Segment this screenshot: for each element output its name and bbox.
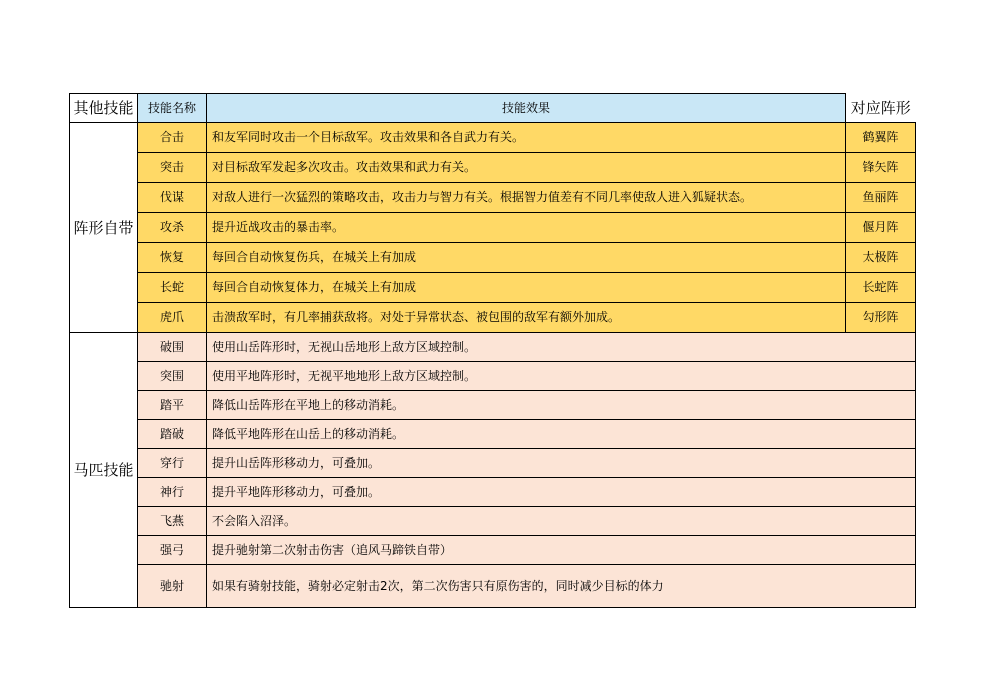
skill-formation: 太极阵 bbox=[846, 243, 916, 273]
table-row bbox=[70, 420, 916, 449]
skill-formation: 勾形阵 bbox=[846, 303, 916, 333]
skill-effect: 对目标敌军发起多次攻击。攻击效果和武力有关。 bbox=[207, 153, 846, 183]
header-row bbox=[70, 94, 916, 123]
skill-name: 强弓 bbox=[138, 536, 207, 565]
skill-formation: 鱼丽阵 bbox=[846, 183, 916, 213]
skill-name: 穿行 bbox=[138, 449, 207, 478]
skill-formation: 锋矢阵 bbox=[846, 153, 916, 183]
skill-name: 合击 bbox=[138, 123, 207, 153]
skill-name: 突击 bbox=[138, 153, 207, 183]
table-row bbox=[70, 303, 916, 333]
table-row bbox=[70, 449, 916, 478]
column-header-formation: 对应阵形 bbox=[850, 98, 911, 117]
skill-name: 神行 bbox=[138, 478, 207, 507]
group-label-horse-skills: 马匹技能 bbox=[70, 333, 138, 608]
skill-name: 突围 bbox=[138, 362, 207, 391]
skill-effect: 提升驰射第二次射击伤害（追风马蹄铁自带） bbox=[207, 536, 916, 565]
skill-effect: 不会陷入沼泽。 bbox=[207, 507, 916, 536]
skill-name: 虎爪 bbox=[138, 303, 207, 333]
table-row bbox=[70, 565, 916, 608]
table-row bbox=[70, 362, 916, 391]
skill-name: 伐谋 bbox=[138, 183, 207, 213]
skill-formation: 偃月阵 bbox=[846, 213, 916, 243]
group-label-formation-builtin: 阵形自带 bbox=[70, 123, 138, 333]
skill-effect: 对敌人进行一次猛烈的策略攻击，攻击力与智力有关。根据智力值差有不同几率使敌人进入狐疑状态。 bbox=[207, 183, 846, 213]
skills-table bbox=[69, 93, 916, 608]
skill-effect: 提升近战攻击的暴击率。 bbox=[207, 213, 846, 243]
skill-effect: 每回合自动恢复伤兵，在城关上有加成 bbox=[207, 243, 846, 273]
skills-table-sheet bbox=[69, 93, 916, 608]
column-header-skill-name: 技能名称 bbox=[138, 94, 207, 123]
skill-effect: 使用平地阵形时，无视平地地形上敌方区域控制。 bbox=[207, 362, 916, 391]
table-row bbox=[70, 123, 916, 153]
skill-effect: 降低山岳阵形在平地上的移动消耗。 bbox=[207, 391, 916, 420]
skill-name: 攻杀 bbox=[138, 213, 207, 243]
skill-effect: 使用山岳阵形时，无视山岳地形上敌方区域控制。 bbox=[207, 333, 916, 362]
table-row bbox=[70, 183, 916, 213]
table-row bbox=[70, 478, 916, 507]
skill-name: 长蛇 bbox=[138, 273, 207, 303]
table-row bbox=[70, 333, 916, 362]
skill-effect: 提升平地阵形移动力，可叠加。 bbox=[207, 478, 916, 507]
column-header-skill-effect: 技能效果 bbox=[207, 94, 846, 123]
skill-name: 破围 bbox=[138, 333, 207, 362]
table-row bbox=[70, 273, 916, 303]
skill-formation: 长蛇阵 bbox=[846, 273, 916, 303]
skill-effect: 击溃敌军时，有几率捕获敌将。对处于异常状态、被包围的敌军有额外加成。 bbox=[207, 303, 846, 333]
skill-name: 踏平 bbox=[138, 391, 207, 420]
table-row bbox=[70, 213, 916, 243]
skill-formation: 鹤翼阵 bbox=[846, 123, 916, 153]
skill-name: 恢复 bbox=[138, 243, 207, 273]
table-row bbox=[70, 153, 916, 183]
skill-effect: 降低平地阵形在山岳上的移动消耗。 bbox=[207, 420, 916, 449]
column-header-other-skills: 其他技能 bbox=[70, 94, 138, 123]
skill-effect: 如果有骑射技能，骑射必定射击2次，第二次伤害只有原伤害的，同时减少目标的体力 bbox=[207, 565, 916, 608]
table-row bbox=[70, 536, 916, 565]
skill-name: 踏破 bbox=[138, 420, 207, 449]
skill-effect: 每回合自动恢复体力，在城关上有加成 bbox=[207, 273, 846, 303]
table-row bbox=[70, 243, 916, 273]
table-row bbox=[70, 391, 916, 420]
skill-name: 飞燕 bbox=[138, 507, 207, 536]
table-row bbox=[70, 507, 916, 536]
skill-effect: 提升山岳阵形移动力，可叠加。 bbox=[207, 449, 916, 478]
skill-name: 驰射 bbox=[138, 565, 207, 608]
skill-effect: 和友军同时攻击一个目标敌军。攻击效果和各自武力有关。 bbox=[207, 123, 846, 153]
